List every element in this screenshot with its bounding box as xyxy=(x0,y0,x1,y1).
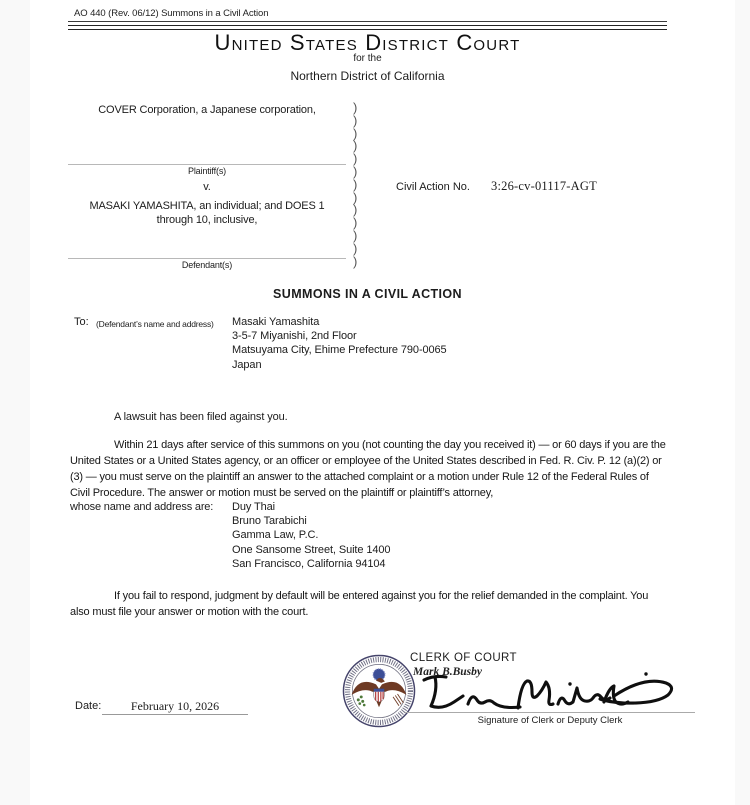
handwritten-signature xyxy=(418,666,686,718)
signature-line xyxy=(405,712,695,713)
service-instructions-paragraph: Within 21 days after service of this summons on you (not counting the day you received it) — or 60 days if you are the United States or a United States agency, or an officer or employee of the United States described in Fed. R. Civ. P. 12 (a)(2) or (3) — you must serve on the plaintiff an answer to the attached complaint or a motion under Rule 12 of the Federal Rules of Civil Procedure. The answer or motion must be served on the plaintiff or plaintiff’s attorney, xyxy=(70,439,666,499)
defendant-name-line2: through 10, inclusive, xyxy=(156,214,258,226)
attorney-address-block xyxy=(232,500,390,571)
caption-bracket: ) xyxy=(353,240,358,256)
date-line xyxy=(102,714,248,715)
civil-action-number: 3:26-cv-01117-AGT xyxy=(491,179,597,193)
date-value: February 10, 2026 xyxy=(130,699,220,713)
defendant-name xyxy=(68,199,346,227)
plaintiff-divider-line xyxy=(68,164,346,165)
attorney-line: Bruno Tarabichi xyxy=(232,515,307,528)
to-sublabel: (Defendant’s name and address) xyxy=(96,319,214,329)
defendant-label: Defendant(s) xyxy=(181,260,233,270)
caption-bracket: ) xyxy=(353,215,358,231)
plaintiff-name: COVER Corporation, a Japanese corporation, xyxy=(98,104,316,116)
defendant-divider-line xyxy=(68,258,346,259)
court-for-the: for the xyxy=(353,53,382,64)
address-line: Japan xyxy=(232,358,262,371)
plaintiff-label: Plaintiff(s) xyxy=(187,166,227,176)
attorney-line: San Francisco, California 94104 xyxy=(232,557,386,570)
caption-bracket: ) xyxy=(353,112,358,128)
caption-bracket: ) xyxy=(353,202,358,218)
court-title: United States District Court xyxy=(214,30,521,55)
date-label: Date: xyxy=(75,700,102,712)
address-line: 3-5-7 Miyanishi, 2nd Floor xyxy=(232,330,357,343)
caption-bracket-column xyxy=(353,102,357,268)
address-line: Masaki Yamashita xyxy=(232,316,320,328)
address-line: Matsuyama City, Ehime Prefecture 790-0065 xyxy=(232,344,447,357)
page-margin-right xyxy=(735,0,750,805)
caption-bracket: ) xyxy=(353,100,358,115)
form-number-label: AO 440 (Rev. 06/12) Summons in a Civil Action xyxy=(74,8,269,19)
caption-bracket: ) xyxy=(353,227,358,243)
attorney-line: Gamma Law, P.C. xyxy=(232,529,319,542)
caption-bracket: ) xyxy=(353,176,358,192)
summons-title: SUMMONS IN A CIVIL ACTION xyxy=(273,287,462,301)
header-rule-thin xyxy=(68,21,667,22)
to-label: To: xyxy=(74,316,89,328)
civil-action-label: Civil Action No. xyxy=(396,181,470,193)
attorney-line: One Sansome Street, Suite 1400 xyxy=(232,543,391,556)
caption-bracket: ) xyxy=(353,151,358,167)
caption-bracket: ) xyxy=(353,189,358,205)
signature-caption: Signature of Clerk or Deputy Clerk xyxy=(477,715,623,726)
defendant-name-line1: MASAKI YAMASHITA, an individual; and DOES 1 xyxy=(89,200,325,212)
caption-bracket: ) xyxy=(353,253,358,269)
clerk-name: Mark B.Busby xyxy=(413,666,483,678)
whose-name-label: whose name and address are: xyxy=(70,501,214,513)
versus-label: v. xyxy=(203,181,211,193)
clerk-of-court-label: CLERK OF COURT xyxy=(410,652,517,664)
lawsuit-filed-line: A lawsuit has been filed against you. xyxy=(114,411,288,423)
court-district: Northern District of California xyxy=(290,69,445,83)
page-margin-left xyxy=(0,0,30,805)
caption-bracket: ) xyxy=(353,138,358,154)
caption-bracket: ) xyxy=(353,163,358,179)
attorney-line: Duy Thai xyxy=(232,501,276,513)
caption-bracket: ) xyxy=(353,125,358,141)
defendant-address-block xyxy=(232,315,447,372)
default-judgment-paragraph: If you fail to respond, judgment by default will be entered against you for the relief demanded in the complaint. You also must file your answer or motion with the court. xyxy=(70,590,649,618)
